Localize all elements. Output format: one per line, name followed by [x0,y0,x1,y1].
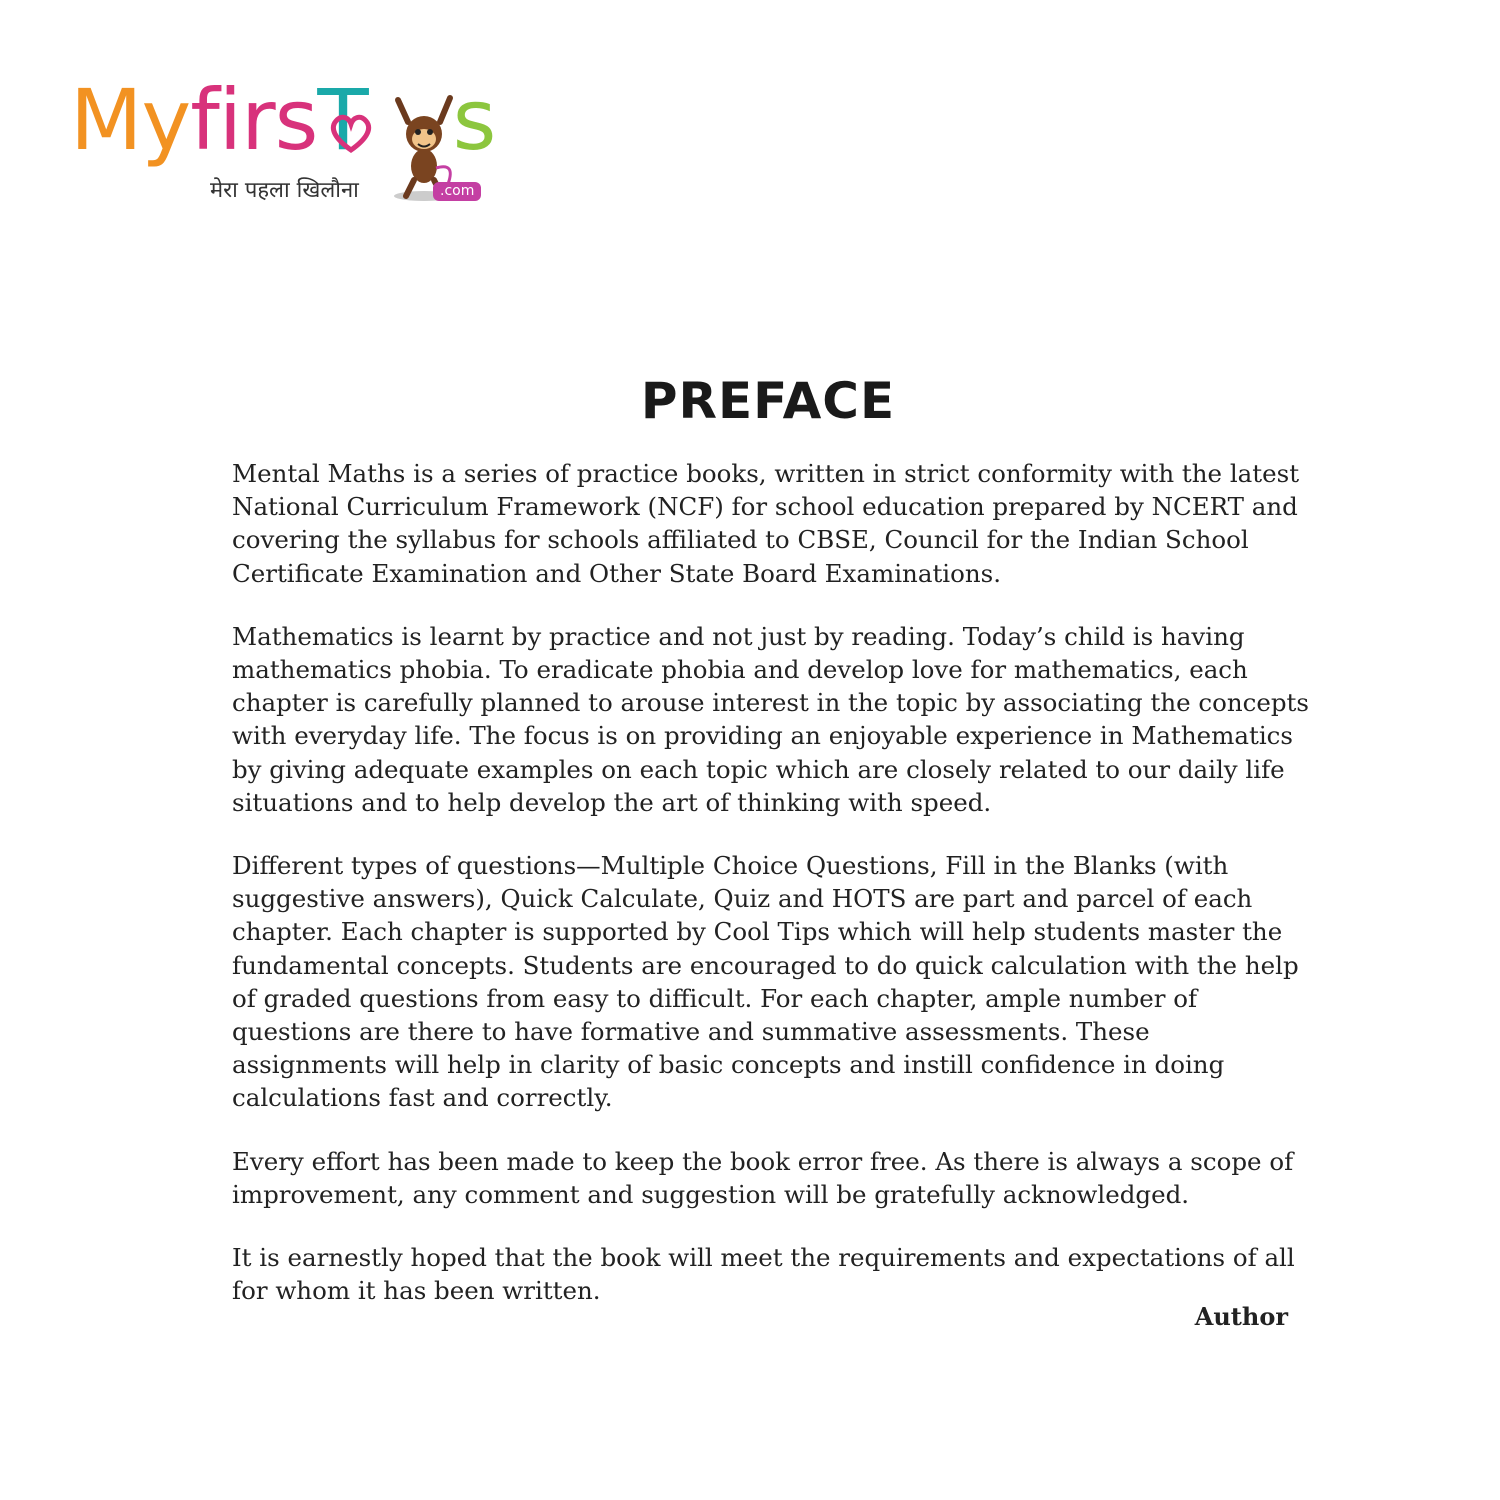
page-title: PREFACE [640,371,896,430]
logo-part-my: My [70,71,191,169]
preface-body [232,457,1312,1337]
paragraph: Every effort has been made to keep the book error free. As there is always a scope of improvement, any comment and suggestion will be gratefully acknowledged. [232,1146,1294,1209]
logo-part-t: T [317,71,354,169]
brand-logo [70,71,500,208]
heart-icon [330,114,372,154]
paragraph: It is earnestly hoped that the book will meet the requirements and expectations of all for whom it has been written. [232,1243,1295,1306]
author-signature: Author [1194,1302,1288,1331]
logo-part-firs: firs [190,71,318,169]
paragraph: Different types of questions—Multiple Choice Questions, Fill in the Blanks (with suggestive answers), Quick Calculate, Quiz and HOTS are part and parcel of each chapter. Each chapter is supported by Cool Tips which will help students master the fundamental concepts. Students are encouraged to do quick calculation with the help of graded questions from easy to difficult. For each chapter, ample number of questions are there to have formative and summative assessments. These assignments will help in clarity of basic concepts and instill confidence in doing calculations fast and correctly. [232,851,1299,1113]
logo-part-s: s [452,71,496,169]
logo-domain-badge: .com [433,182,481,201]
logo-tagline: मेरा पहला खिलौना [210,178,359,203]
paragraph: Mathematics is learnt by practice and not just by reading. Today’s child is having mathematics phobia. To eradicate phobia and develop love for mathematics, each chapter is carefully planned to arouse interest in the topic by associating the concepts with everyday life. The focus is on providing an enjoyable experience in Mathematics by giving adequate examples on each topic which are closely related to our daily life situations and to help develop the art of thinking with speed. [232,621,1309,817]
paragraph: Mental Maths is a series of practice books, written in strict conformity with the latest National Curriculum Framework (NCF) for school education prepared by NCERT and covering the syllabus for schools affiliated to CBSE, Council for the Indian School Certificate Examination and Other State Board Examinations. [232,459,1300,588]
